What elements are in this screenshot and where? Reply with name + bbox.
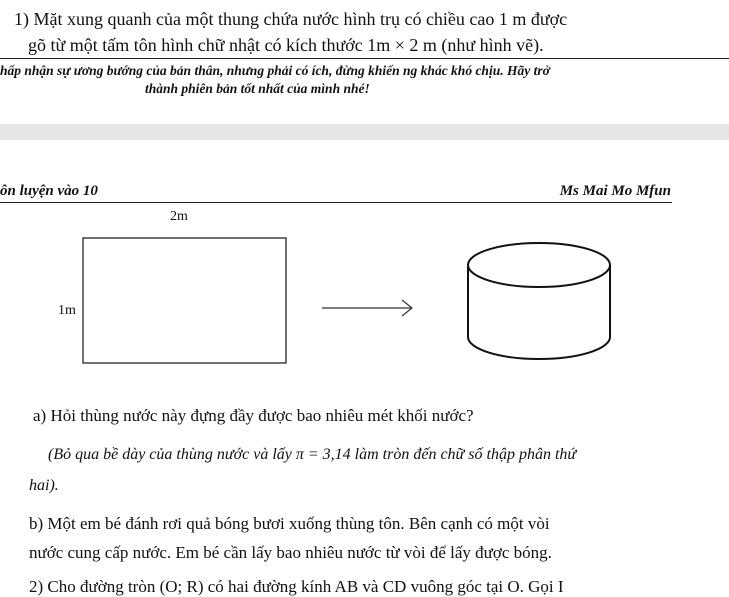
question-a-note: (Bỏ qua bề dày của thùng nước và lấy π = 3,14 làm tròn đến chữ số thập phân thứ <box>48 446 577 463</box>
question-a-note-end: hai). <box>29 477 59 494</box>
divider-top <box>0 58 729 59</box>
motto-line-2: thành phiên bản tốt nhất của mình nhé! <box>145 81 370 96</box>
question-b-line-1: b) Một em bé đánh rơi quả bóng bươi xuống thùng tôn. Bên cạnh có một vòi <box>29 514 550 533</box>
question-b-line-2: nước cung cấp nước. Em bé cần lấy bao nhiêu nước từ vòi để lấy được bóng. <box>29 543 552 562</box>
cylinder-bottom <box>468 337 610 359</box>
cylinder-top <box>468 243 610 287</box>
height-label: 1m <box>58 303 76 318</box>
motto-line-1: hấp nhận sự ương bướng của bản thân, nhưng phải có ích, đừng khiến ng khác khó chịu. Hãy trở <box>0 63 550 78</box>
question-2-partial: 2) Cho đường tròn (O; R) có hai đường kính AB và CD vuông góc tại O. Gọi I <box>29 577 564 596</box>
problem-line-1: 1) Mặt xung quanh của một thung chứa nước hình trụ có chiều cao 1 m được <box>14 9 568 29</box>
width-label: 2m <box>170 209 188 224</box>
header-rule <box>0 202 672 203</box>
problem-line-2: gõ từ một tấm tôn hình chữ nhật có kích thước 1m × 2 m (như hình vẽ). <box>28 35 544 55</box>
question-a: a) Hỏi thùng nước này đựng đầy được bao nhiêu mét khối nước? <box>33 406 474 425</box>
header-left: ôn luyện vào 10 <box>0 183 98 199</box>
page-break-band <box>0 124 729 140</box>
header-right: Ms Mai Mo Mfun <box>559 183 671 199</box>
figure-diagram <box>0 230 729 370</box>
sheet-rectangle <box>83 238 286 363</box>
